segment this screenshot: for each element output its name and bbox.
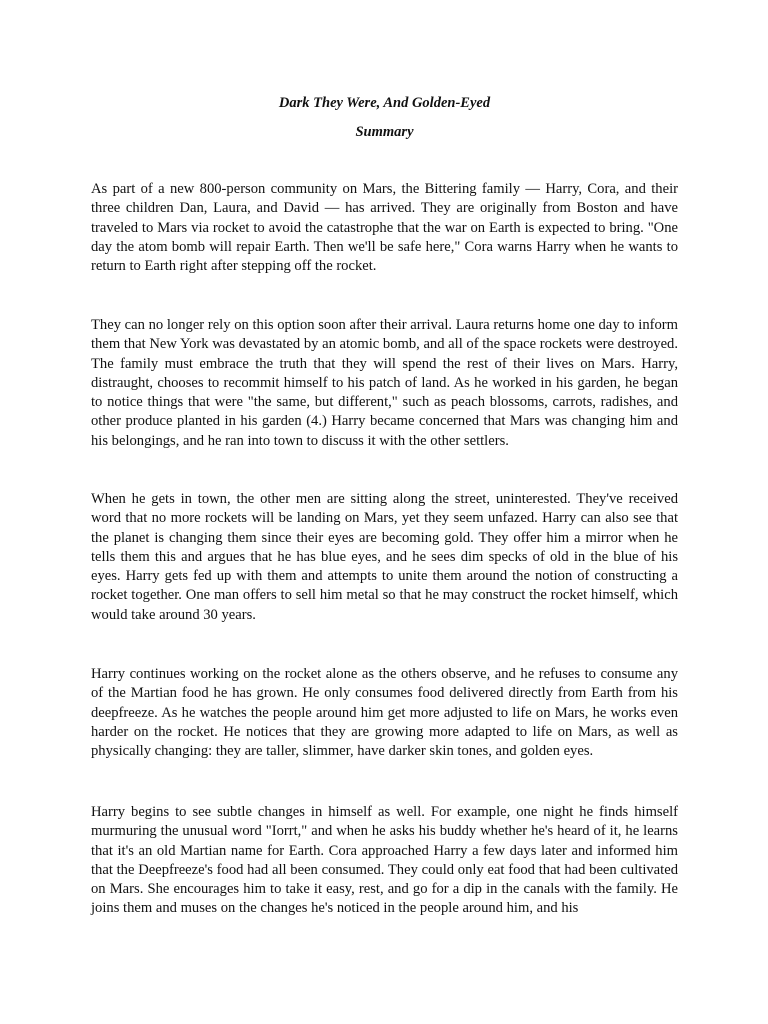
document-title: Dark They Were, And Golden-Eyed (278, 95, 491, 111)
paragraph-1: As part of a new 800-person community on Mars, the Bittering family — Harry, Cora, and their three children Dan, Laura, and David — has arrived. They are originally from Boston and have traveled to Mars via rocket to avoid the catastrophe that the war on Earth is expected to bring. "One day the atom bomb will repair Earth. Then we'll be safe here," Cora warns Harry when he wants to return to Earth right after stepping off the rocket. (91, 181, 678, 275)
paragraph-3: When he gets in town, the other men are sitting along the street, uninterested. They've received word that no more rockets will be landing on Mars, yet they seem unfazed. Harry can also see that the planet is changing them since their eyes are becoming gold. They offer him a mirror when he tells them this and argues that he has blue eyes, and he sees dim specks of old in the blue of his eyes. Harry gets fed up with them and attempts to unite them around the notion of constructing a rocket together. One man offers to sell him metal so that he may construct the rocket himself, which would take around 30 years. (91, 491, 678, 623)
paragraph-2: They can no longer rely on this option soon after their arrival. Laura returns home one day to inform them that New York was devastated by an atomic bomb, and all of the space rockets were destroyed. The family must embrace the truth that they will spend the rest of their lives on Mars. Harry, distraught, chooses to recommit himself to his patch of land. As he worked in his garden, he began to notice things that were "the same, but different," such as peach blossoms, carrots, radishes, and other produce planted in his garden (4.) Harry became concerned that Mars was changing him and his belongings, and he ran into town to discuss it with the other settlers. (91, 317, 678, 449)
document-page (91, 0, 678, 1024)
paragraph-5: Harry begins to see subtle changes in himself as well. For example, one night he finds himself murmuring the unusual word "Iorrt," and when he asks his buddy whether he's heard of it, he learns that it's an old Martian name for Earth. Cora approached Harry a few days later and informed him that the Deepfreeze's food had all been consumed. They could only eat food that had been cultivated on Mars. She encourages him to take it easy, rest, and go for a dip in the canals with the family. He joins them and muses on the changes he's noticed in the people around him, and his (91, 804, 678, 917)
document-subtitle: Summary (355, 124, 414, 140)
paragraph-4: Harry continues working on the rocket alone as the others observe, and he refuses to consume any of the Martian food he has grown. He only consumes food delivered directly from Earth from his deepfreeze. As he watches the people around him get more adjusted to life on Mars, he works even harder on the rocket. He notices that they are growing more adapted to life on Mars, as well as physically changing: they are taller, slimmer, have darker skin tones, and golden eyes. (91, 666, 678, 760)
